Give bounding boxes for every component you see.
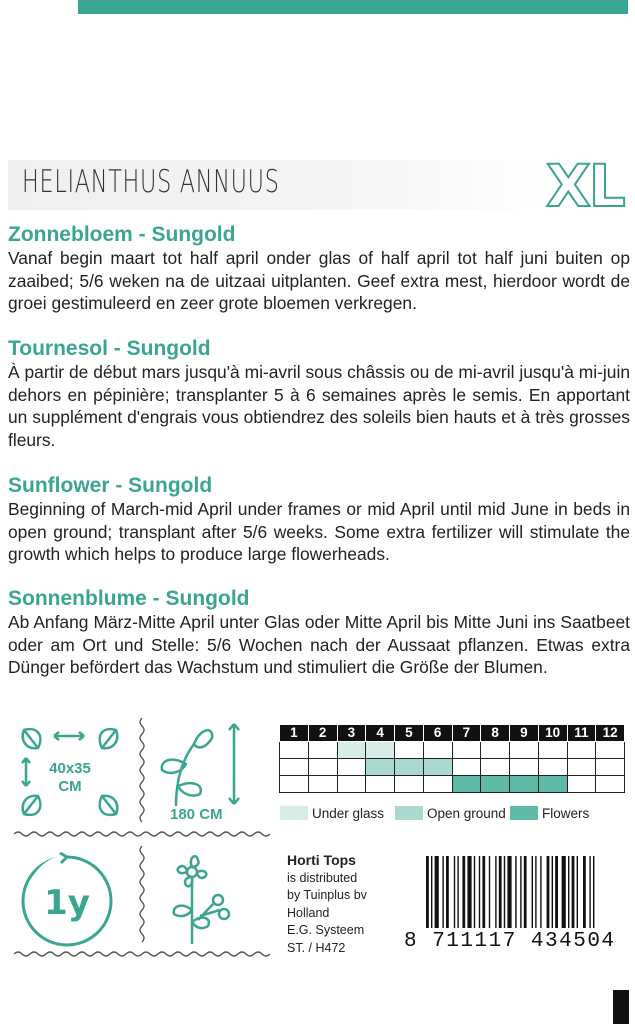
calendar-cell (481, 776, 510, 793)
barcode-bar (524, 856, 527, 928)
month-cell: 10 (538, 725, 567, 742)
barcode-number: 8 711117 434504 (404, 930, 616, 953)
barcode-bar (572, 856, 575, 928)
legend-swatch (280, 806, 308, 820)
barcode-bar (577, 856, 578, 928)
calendar-month-row (280, 725, 625, 742)
barcode-bar (489, 856, 490, 928)
section-french (8, 337, 630, 451)
barcode-bar (583, 856, 586, 928)
calendar-cell (308, 776, 337, 793)
flowers-row (280, 776, 625, 793)
calendar-cell (337, 776, 366, 793)
section-heading: Zonnebloem - Sungold (8, 223, 236, 246)
calendar-cell (481, 742, 510, 759)
barcode-bar (515, 856, 516, 928)
distributor-line: by Tuinplus bv (287, 888, 367, 903)
barcode-bar (562, 856, 566, 928)
calendar-cell (280, 742, 309, 759)
section-heading: Tournesol - Sungold (8, 337, 211, 360)
legend-under-glass (280, 806, 384, 826)
month-cell: 11 (567, 725, 596, 742)
calendar-cell (510, 742, 539, 759)
barcode-bar (435, 856, 439, 928)
distributor-line: is distributed (287, 870, 358, 885)
section-body: Ab Anfang März-Mitte April unter Glas oder Mitte April bis Mitte Juni ins Saatbeet oder am Ort und Stelle: 5/6 Wochen nach der Aussaat pflanzen. Etwas extra Dünger befördert das Wachstum und stimuliert die Größe der Blumen. (8, 612, 630, 678)
calendar-cell (596, 776, 625, 793)
wavy-divider (14, 830, 272, 838)
wavy-divider-vertical (138, 846, 146, 946)
section-body: Beginning of March-mid April under frames or mid April until mid June in beds in open ground; transplant after 5/6 weeks. Some extra fertilizer will stimulate the growth which helps to produce large flowerheads. (8, 499, 630, 565)
height-label: 180 CM (170, 806, 223, 823)
black-edge-tab (613, 990, 629, 1024)
cut-flower-icon (158, 850, 238, 946)
month-cell: 9 (510, 725, 539, 742)
calendar-cell (308, 742, 337, 759)
section-german (8, 587, 630, 679)
calendar-cell (395, 776, 424, 793)
barcode-bar (547, 856, 550, 928)
calendar-cell (567, 759, 596, 776)
month-cell: 1 (280, 725, 309, 742)
month-cell: 4 (366, 725, 395, 742)
legend-label: Under glass (312, 806, 385, 821)
section-english (8, 474, 630, 566)
legend-label: Flowers (542, 806, 590, 821)
legend-swatch (395, 806, 423, 820)
barcode-bar (446, 856, 449, 928)
calendar-cell (337, 759, 366, 776)
distributor-line: Holland (287, 905, 330, 920)
barcode-bar (442, 856, 443, 928)
barcode-bar (474, 856, 475, 928)
calendar-cell (538, 776, 567, 793)
calendar-cell (596, 759, 625, 776)
open-ground-row (280, 759, 625, 776)
brand-name: Horti Tops (287, 852, 356, 868)
calendar-cell (452, 759, 481, 776)
calendar-cell (280, 759, 309, 776)
lifecycle-label: 1y (44, 883, 90, 923)
calendar-cell (366, 776, 395, 793)
spacing-label (42, 760, 98, 796)
section-heading: Sunflower - Sungold (8, 474, 213, 497)
barcode-bar (568, 856, 569, 928)
section-body: À partir de début mars jusqu'à mi-avril sous châssis ou de mi-avril jusqu'à mi-juin dehors en pépinière; transplanter 5 à 6 semaines après le semis. En apportant un supplément d'engrais vous obtiendrez des soleils bien hauts et à très grosses fleurs. (8, 362, 630, 450)
barcode-bar (482, 856, 485, 928)
section-heading: Sonnenblume - Sungold (8, 587, 250, 610)
xl-badge: XL (546, 152, 624, 220)
calendar-cell (280, 776, 309, 793)
calendar-cell (538, 759, 567, 776)
month-cell: 5 (395, 725, 424, 742)
barcode (426, 856, 630, 936)
barcode-bar (499, 856, 502, 928)
calendar-cell (308, 759, 337, 776)
month-cell: 3 (337, 725, 366, 742)
wavy-divider-vertical (138, 718, 146, 826)
month-cell: 12 (596, 725, 625, 742)
section-body: Vanaf begin maart tot half april onder glas of half april tot half juni buiten op zaaibed; 5/6 weken na de uitzaai uitplanten. Geef extra mest, hierdoor wordt de groei gestimuleerd en zeer grote bloemen verkregen. (8, 248, 630, 314)
barcode-bar (504, 856, 505, 928)
legend-flowers (510, 806, 589, 826)
calendar-cell (366, 742, 395, 759)
section-dutch (8, 223, 630, 315)
barcode-bar (507, 856, 511, 928)
calendar-cell (452, 742, 481, 759)
calendar-cell (337, 742, 366, 759)
calendar-cell (395, 742, 424, 759)
calendar-cell (567, 742, 596, 759)
calendar-cell (538, 742, 567, 759)
distributor-info (287, 852, 367, 958)
calendar-cell (567, 776, 596, 793)
month-cell: 6 (423, 725, 452, 742)
legend-label: Open ground (427, 806, 506, 821)
calendar-cell (366, 759, 395, 776)
barcode-bar (467, 856, 471, 928)
latin-name-title: HELIANTHUS ANNUUS (22, 164, 280, 200)
barcode-bar (454, 856, 455, 928)
barcode-bar (589, 856, 590, 928)
barcode-bar (426, 856, 429, 928)
distributor-line: ST. / H472 (287, 940, 346, 955)
calendar-cell (510, 759, 539, 776)
barcode-bar (532, 856, 533, 928)
barcode-bar (552, 856, 553, 928)
calendar-cell (423, 759, 452, 776)
calendar-cell (423, 776, 452, 793)
spacing-unit: CM (58, 778, 82, 795)
sowing-calendar (279, 724, 625, 793)
annual-lifecycle-icon (18, 852, 116, 950)
month-cell: 8 (481, 725, 510, 742)
plant-height-icon (152, 720, 252, 808)
barcode-bar (462, 856, 465, 928)
legend-open-ground (395, 806, 506, 826)
calendar-cell (481, 759, 510, 776)
barcode-bar (520, 856, 521, 928)
calendar-cell (596, 742, 625, 759)
month-cell: 7 (452, 725, 481, 742)
calendar-cell (510, 776, 539, 793)
barcode-bar (479, 856, 480, 928)
barcode-bar (431, 856, 432, 928)
barcode-bar (555, 856, 558, 928)
spacing-dimensions: 40x35 (49, 760, 91, 777)
calendar-cell (423, 742, 452, 759)
top-color-band (78, 0, 628, 14)
calendar-cell (452, 776, 481, 793)
under-glass-row (280, 742, 625, 759)
barcode-bar (457, 856, 458, 928)
barcode-bar (535, 856, 536, 928)
barcode-bar (593, 856, 594, 928)
barcode-bar (495, 856, 496, 928)
calendar-cell (395, 759, 424, 776)
distributor-line: E.G. Systeem (287, 923, 365, 938)
wavy-divider (14, 950, 272, 958)
month-cell: 2 (308, 725, 337, 742)
legend-swatch (510, 806, 538, 820)
barcode-bar (540, 856, 541, 928)
